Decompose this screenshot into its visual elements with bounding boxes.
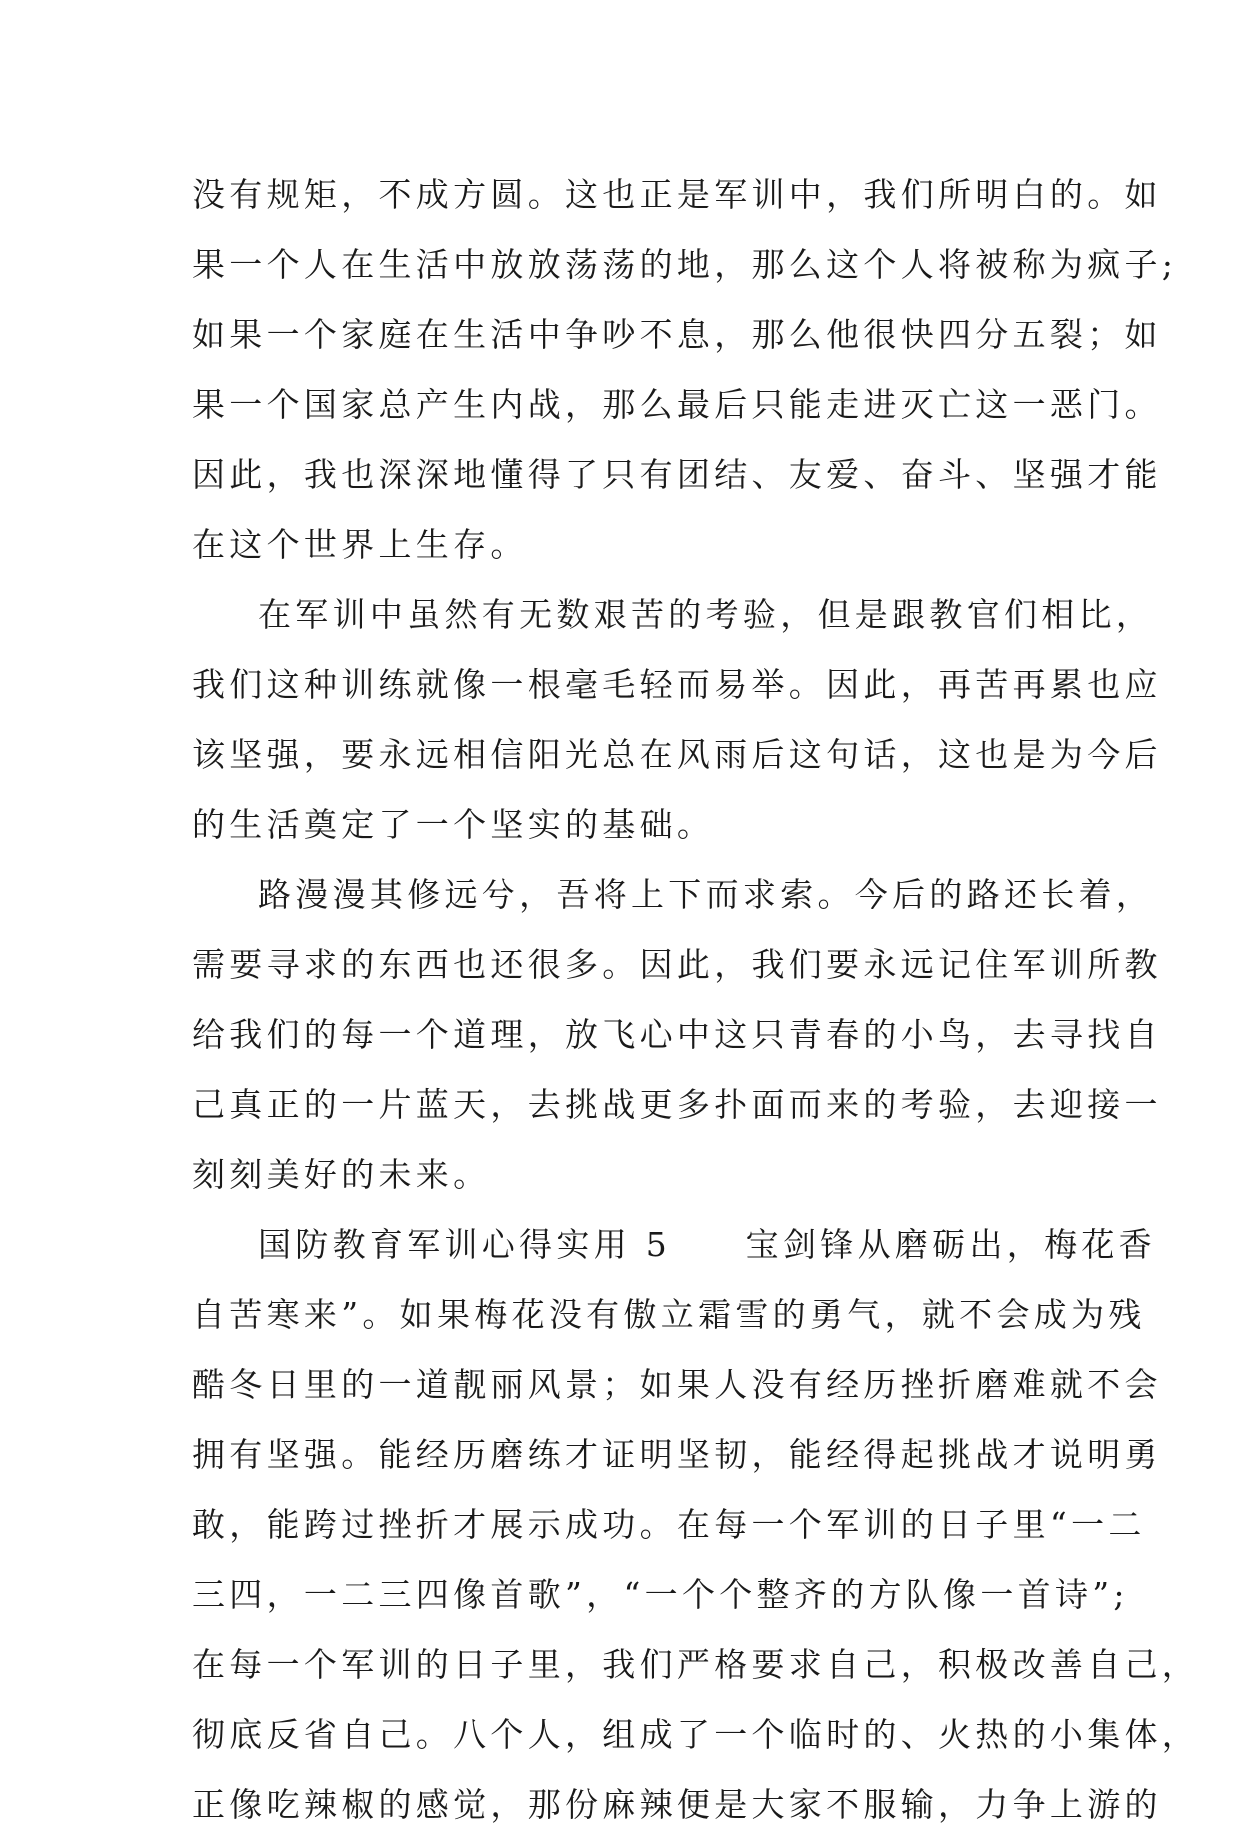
text-line: 给我们的每一个道理，放飞心中这只青春的小鸟，去寻找自 — [192, 1015, 1162, 1054]
text-line: 彻底反省自己。八个人，组成了一个临时的、火热的小集体， — [192, 1715, 1200, 1754]
text-line: 果一个国家总产生内战，那么最后只能走进灭亡这一恶门。 — [192, 385, 1162, 424]
text-line: 在每一个军训的日子里，我们严格要求自己，积极改善自己， — [192, 1645, 1200, 1684]
paragraph-first-line: 路漫漫其修远兮，吾将上下而求索。今后的路还长着， — [258, 875, 1154, 914]
text-line: 如果一个家庭在生活中争吵不息，那么他很快四分五裂；如 — [192, 315, 1162, 354]
text-line: 酷冬日里的一道靓丽风景；如果人没有经历挫折磨难就不会 — [192, 1365, 1162, 1404]
text-line: 没有规矩，不成方圆。这也正是军训中，我们所明白的。如 — [192, 175, 1162, 214]
text-line: 刻刻美好的未来。 — [192, 1155, 491, 1194]
paragraph-first-line: 在军训中虽然有无数艰苦的考验，但是跟教官们相比， — [258, 595, 1154, 634]
text-line: 拥有坚强。能经历磨练才证明坚韧，能经得起挑战才说明勇 — [192, 1435, 1162, 1474]
text-line: 自苦寒来”。如果梅花没有傲立霜雪的勇气，就不会成为残 — [192, 1295, 1146, 1334]
text-line: 我们这种训练就像一根毫毛轻而易举。因此，再苦再累也应 — [192, 665, 1162, 704]
text-line: 果一个人在生活中放放荡荡的地，那么这个人将被称为疯子; — [192, 245, 1178, 284]
text-line: 的生活奠定了一个坚实的基础。 — [192, 805, 715, 844]
text-line: 正像吃辣椒的感觉，那份麻辣便是大家不服输，力争上游的 — [192, 1785, 1162, 1824]
text-line: 敢，能跨过挫折才展示成功。在每一个军训的日子里“一二 — [192, 1505, 1146, 1544]
text-line: 因此，我也深深地懂得了只有团结、友爱、奋斗、坚强才能 — [192, 455, 1162, 494]
text-line: 需要寻求的东西也还很多。因此，我们要永远记住军训所教 — [192, 945, 1162, 984]
text-line: 己真正的一片蓝天，去挑战更多扑面而来的考验，去迎接一 — [192, 1085, 1162, 1124]
document-body — [192, 160, 1200, 1840]
paragraph-first-line: 国防教育军训心得实用 5 宝剑锋从磨砺出，梅花香 — [258, 1225, 1156, 1264]
text-line: 三四，一二三四像首歌”，“一个个整齐的方队像一首诗”; — [192, 1575, 1129, 1614]
text-line: 在这个世界上生存。 — [192, 525, 528, 564]
text-line: 该坚强，要永远相信阳光总在风雨后这句话，这也是为今后 — [192, 735, 1162, 774]
